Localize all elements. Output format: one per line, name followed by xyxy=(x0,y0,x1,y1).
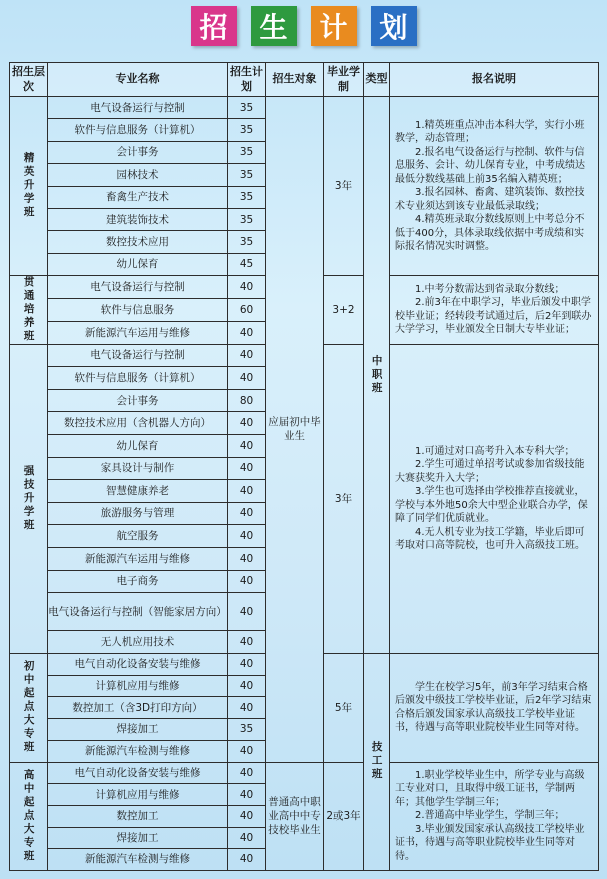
group-level: 贯通培养班 xyxy=(10,276,48,345)
enrollment-plan-table xyxy=(9,62,599,871)
plan-cell: 40 xyxy=(228,827,266,849)
plan-cell: 40 xyxy=(228,457,266,480)
header-type: 类型 xyxy=(364,63,390,97)
header-years: 毕业学制 xyxy=(324,63,364,97)
header-row xyxy=(10,63,599,97)
major-cell: 电子商务 xyxy=(48,570,228,593)
target-cell: 普通高中职业高中中专技校毕业生 xyxy=(266,762,324,870)
plan-cell: 80 xyxy=(228,389,266,412)
major-cell: 软件与信息服务（计算机） xyxy=(48,119,228,141)
major-cell: 数控技术应用 xyxy=(48,231,228,253)
years-cell: 3+2 xyxy=(324,276,364,345)
major-cell: 会计事务 xyxy=(48,389,228,412)
major-cell: 数控加工 xyxy=(48,805,228,827)
group-level: 精英升学班 xyxy=(10,97,48,276)
desc-cell xyxy=(390,344,599,653)
group-level: 强技升学班 xyxy=(10,344,48,653)
years-cell: 3年 xyxy=(324,97,364,276)
desc-paragraph: 4.无人机专业为技工学籍，毕业后即可考取对口高等院校，也可升入高级技工班。 xyxy=(395,526,585,552)
plan-cell: 40 xyxy=(228,435,266,458)
plan-cell: 40 xyxy=(228,675,266,697)
major-cell: 数控加工（含3D打印方向） xyxy=(48,697,228,719)
major-cell: 电气设备运行与控制 xyxy=(48,276,228,299)
major-cell: 智慧健康养老 xyxy=(48,480,228,503)
type-cell: 中职班 xyxy=(364,97,390,654)
plan-cell: 40 xyxy=(228,805,266,827)
major-cell: 畜禽生产技术 xyxy=(48,186,228,208)
group-level: 高中起点大专班 xyxy=(10,762,48,870)
plan-cell: 35 xyxy=(228,231,266,253)
plan-cell: 35 xyxy=(228,208,266,230)
desc-paragraph: 1.职业学校毕业生中，所学专业与高级工专业对口，且取得中级工证书，学制两年；其他学生学制三年； xyxy=(395,769,585,808)
desc-cell xyxy=(390,97,599,276)
plan-cell: 40 xyxy=(228,321,266,344)
plan-cell: 40 xyxy=(228,276,266,299)
plan-cell: 40 xyxy=(228,412,266,435)
major-cell: 数控技术应用（含机器人方向） xyxy=(48,412,228,435)
type-cell: 技工班 xyxy=(364,653,390,870)
major-cell: 电气设备运行与控制（智能家居方向） xyxy=(48,593,228,631)
years-cell: 2或3年 xyxy=(324,762,364,870)
major-cell: 旅游服务与管理 xyxy=(48,502,228,525)
major-cell: 园林技术 xyxy=(48,164,228,186)
desc-paragraph: 1.可通过对口高考升入本专科大学； xyxy=(415,445,575,457)
plan-cell: 60 xyxy=(228,298,266,321)
header-plan: 招生计划 xyxy=(228,63,266,97)
major-cell: 电气设备运行与控制 xyxy=(48,344,228,367)
title-char-1: 招 xyxy=(191,6,237,46)
years-cell: 3年 xyxy=(324,344,364,653)
table-row xyxy=(10,762,599,784)
major-cell: 电气设备运行与控制 xyxy=(48,97,228,119)
group-level: 初中起点大专班 xyxy=(10,653,48,762)
major-cell: 计算机应用与维修 xyxy=(48,784,228,806)
desc-paragraph: 2.前3年在中职学习，毕业后颁发中职学校毕业证；经转段考试通过后，后2年到联办大学学习，毕业颁发全日制大专毕业证； xyxy=(395,297,592,336)
title-char-3: 计 xyxy=(311,6,357,46)
plan-cell: 40 xyxy=(228,784,266,806)
desc-paragraph: 3.学生也可选择由学校推荐直接就业，学校与本外地50余大中型企业联合办学，保障了同学们优质就业。 xyxy=(395,486,588,525)
desc-paragraph: 4.精英班录取分数线原则上中考总分不低于400分，具体录取线依据中考成绩和实际报名情况实时调整。 xyxy=(395,214,585,253)
plan-cell: 35 xyxy=(228,97,266,119)
desc-paragraph: 2.普通高中毕业学生，学制三年； xyxy=(415,810,565,822)
desc-cell xyxy=(390,762,599,870)
major-cell: 建筑装饰技术 xyxy=(48,208,228,230)
major-cell: 会计事务 xyxy=(48,141,228,163)
major-cell: 软件与信息服务（计算机） xyxy=(48,367,228,390)
major-cell: 电气自动化设备安装与维修 xyxy=(48,653,228,675)
major-cell: 航空服务 xyxy=(48,525,228,548)
major-cell: 焊接加工 xyxy=(48,719,228,741)
major-cell: 新能源汽车运用与维修 xyxy=(48,321,228,344)
plan-cell: 40 xyxy=(228,502,266,525)
major-cell: 焊接加工 xyxy=(48,827,228,849)
desc-paragraph: 1.中考分数需达到省录取分数线； xyxy=(415,283,565,295)
page-title xyxy=(0,6,607,52)
desc-paragraph: 3.报名园林、畜禽、建筑装饰、数控技术专业须达到该专业最低录取线； xyxy=(395,187,585,212)
major-cell: 软件与信息服务 xyxy=(48,298,228,321)
plan-cell: 40 xyxy=(228,525,266,548)
header-major: 专业名称 xyxy=(48,63,228,97)
plan-cell: 40 xyxy=(228,480,266,503)
desc-paragraph: 学生在校学习5年，前3年学习结束合格后颁发中级技工学校毕业证，后2年学习结束合格后颁发国家承认高级技工学校毕业证书，待遇与高等职业院校毕业生同等对待。 xyxy=(395,681,592,734)
plan-cell: 40 xyxy=(228,570,266,593)
desc-paragraph: 2.报名电气设备运行与控制、软件与信息服务、会计、幼儿保育专业，中考成绩达最低分数线基础上前35名编入精英班； xyxy=(395,146,585,185)
desc-cell xyxy=(390,276,599,345)
title-char-4: 划 xyxy=(371,6,417,46)
plan-cell: 35 xyxy=(228,719,266,741)
years-cell: 5年 xyxy=(324,653,364,762)
plan-cell: 40 xyxy=(228,593,266,631)
title-char-2: 生 xyxy=(251,6,297,46)
plan-cell: 40 xyxy=(228,367,266,390)
major-cell: 家具设计与制作 xyxy=(48,457,228,480)
major-cell: 计算机应用与维修 xyxy=(48,675,228,697)
plan-cell: 40 xyxy=(228,697,266,719)
major-cell: 幼儿保育 xyxy=(48,253,228,275)
header-target: 招生对象 xyxy=(266,63,324,97)
desc-paragraph: 2.学生可通过单招考试或参加省级技能大赛获奖升入大学； xyxy=(395,459,585,484)
major-cell: 幼儿保育 xyxy=(48,435,228,458)
major-cell: 新能源汽车检测与维修 xyxy=(48,849,228,871)
plan-cell: 40 xyxy=(228,653,266,675)
major-cell: 新能源汽车运用与维修 xyxy=(48,547,228,570)
plan-cell: 40 xyxy=(228,849,266,871)
major-cell: 无人机应用技术 xyxy=(48,631,228,654)
plan-cell: 40 xyxy=(228,344,266,367)
table-row xyxy=(10,97,599,119)
plan-cell: 45 xyxy=(228,253,266,275)
plan-cell: 35 xyxy=(228,164,266,186)
header-level: 招生层次 xyxy=(10,63,48,97)
plan-cell: 40 xyxy=(228,740,266,762)
desc-paragraph: 1.精英班重点冲击本科大学，实行小班教学，动态管理； xyxy=(395,119,585,145)
desc-cell xyxy=(390,653,599,762)
plan-cell: 40 xyxy=(228,547,266,570)
major-cell: 电气自动化设备安装与维修 xyxy=(48,762,228,784)
plan-cell: 35 xyxy=(228,186,266,208)
plan-cell: 35 xyxy=(228,119,266,141)
target-cell: 应届初中毕业生 xyxy=(266,97,324,763)
plan-cell: 40 xyxy=(228,762,266,784)
plan-cell: 35 xyxy=(228,141,266,163)
desc-paragraph: 3.毕业颁发国家承认高级技工学校毕业证书，待遇与高等职业院校毕业生同等对待。 xyxy=(395,823,585,862)
plan-cell: 40 xyxy=(228,631,266,654)
major-cell: 新能源汽车检测与维修 xyxy=(48,740,228,762)
header-desc: 报名说明 xyxy=(390,63,599,97)
